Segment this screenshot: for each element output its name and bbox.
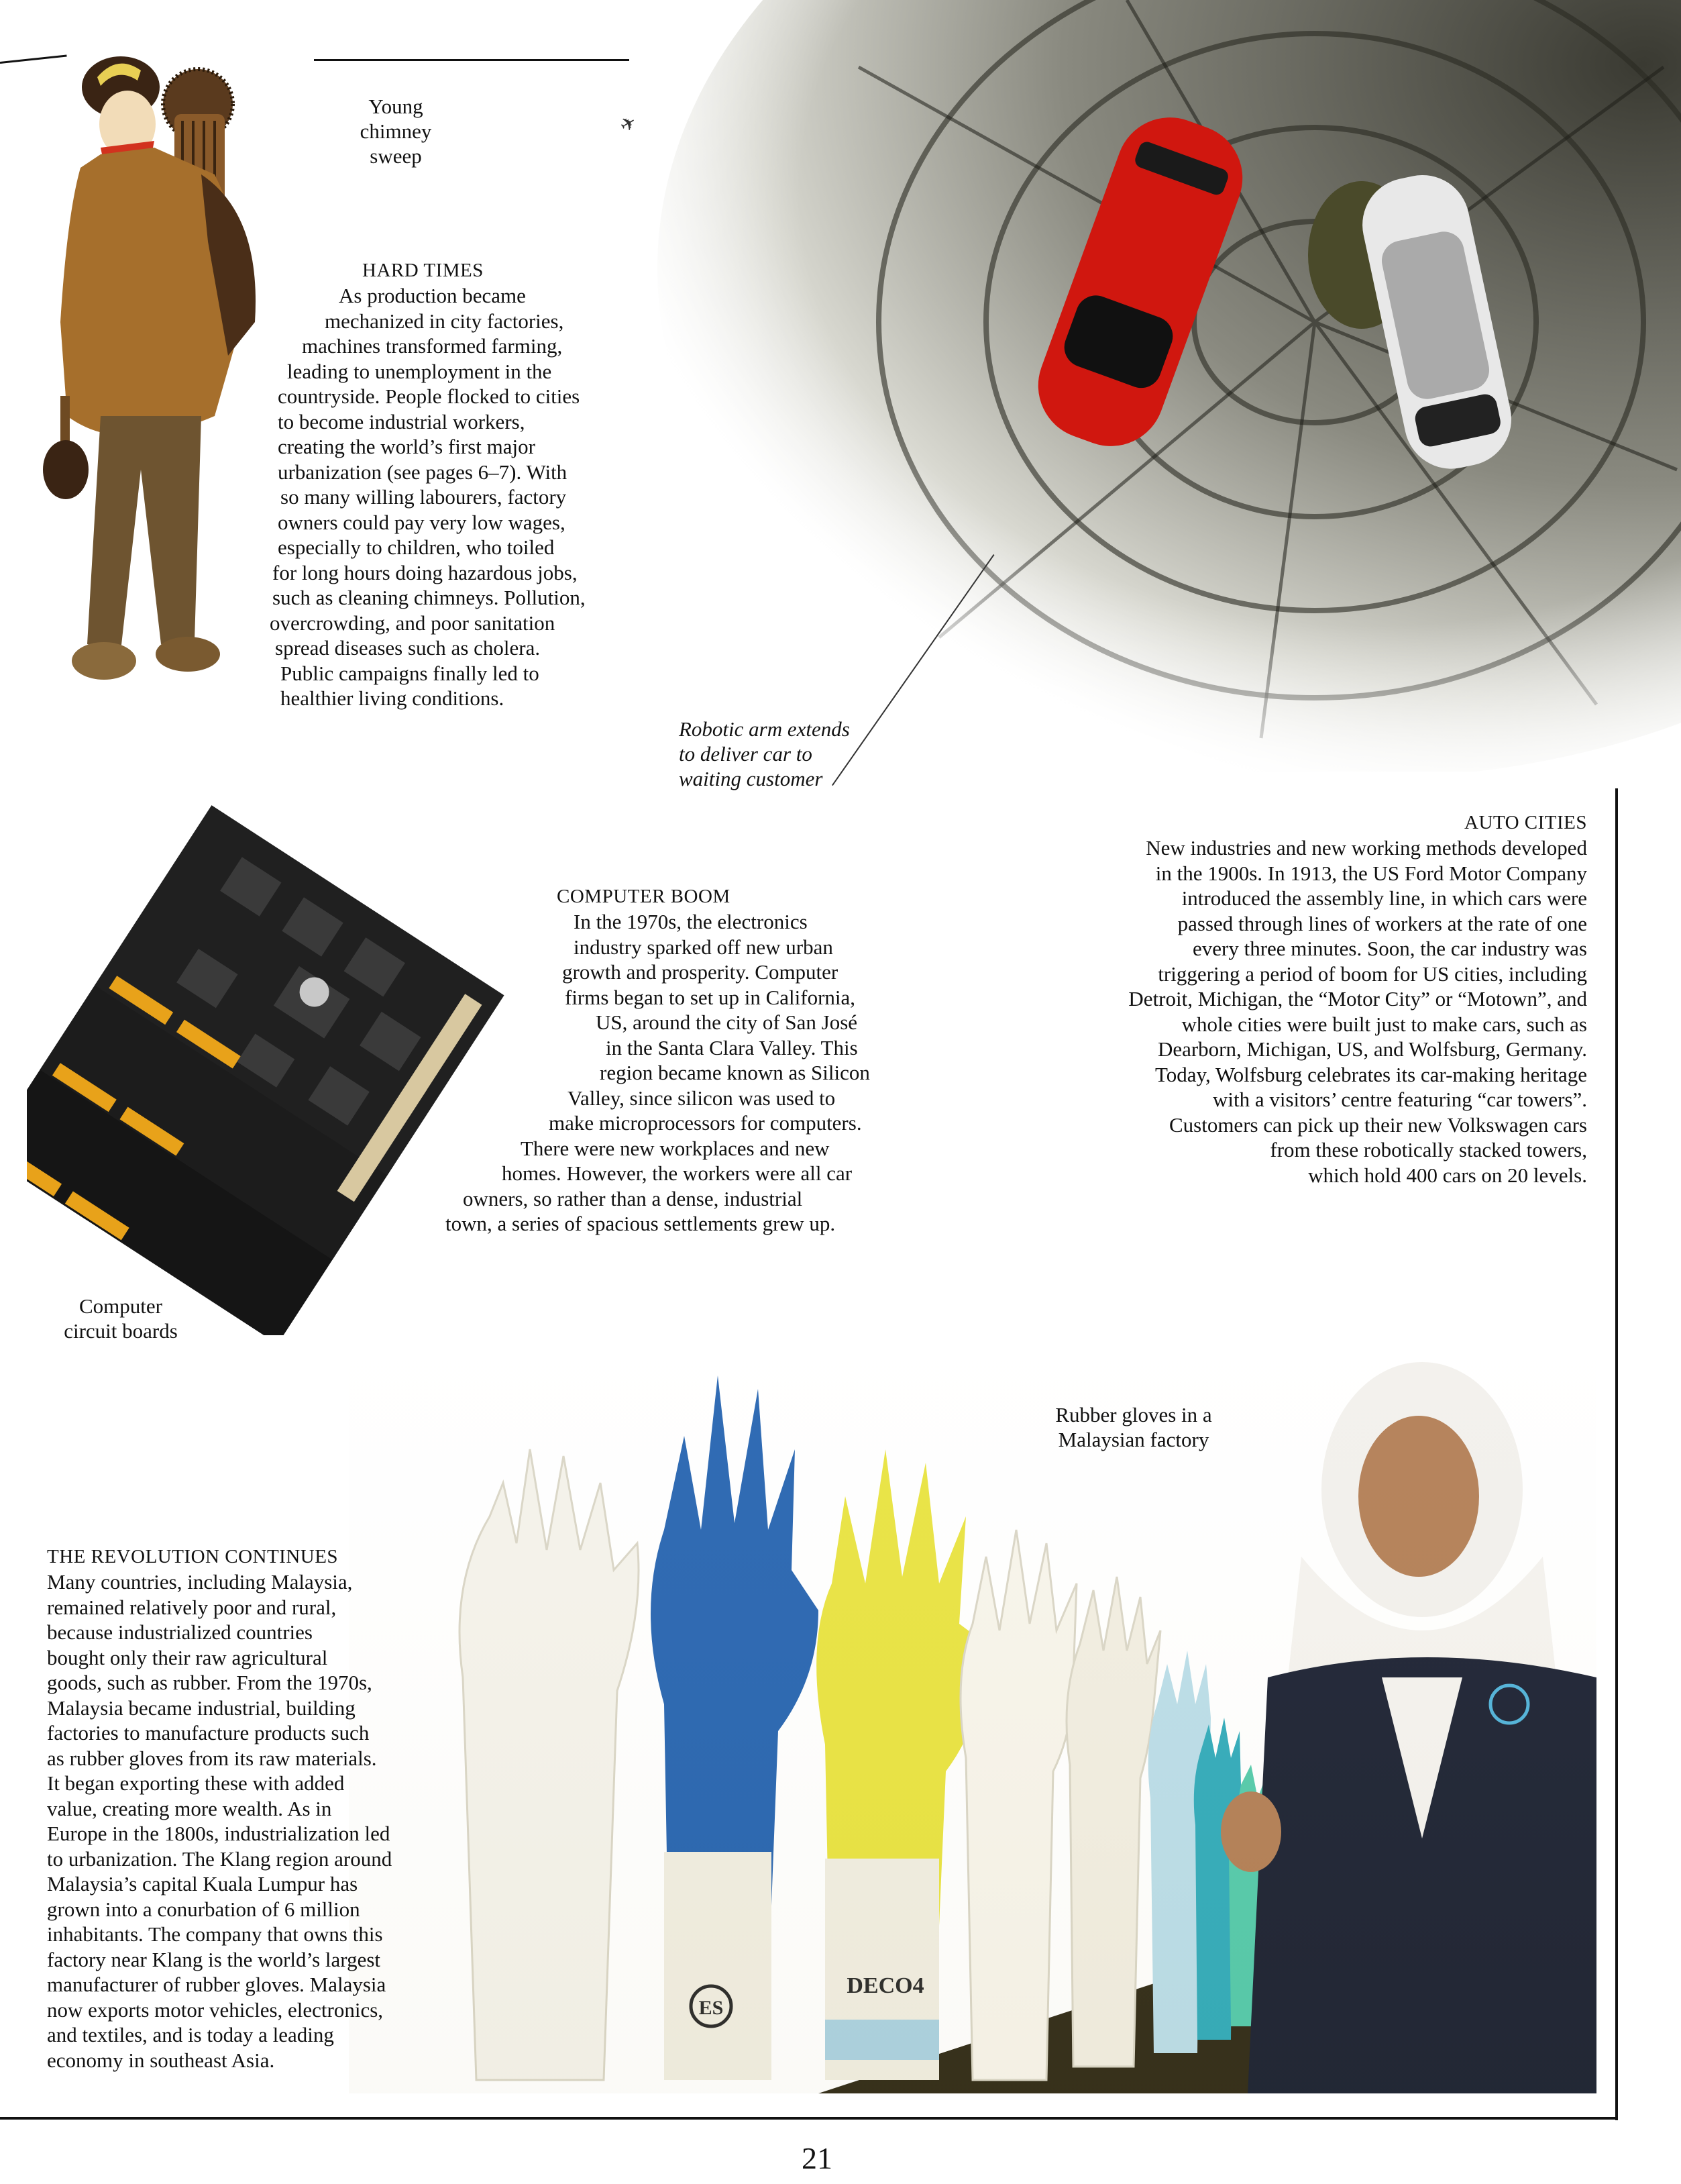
text-line: Malaysia’s capital Kuala Lumpur has — [47, 1872, 358, 1895]
text-line: in the Santa Clara Valley. This — [606, 1035, 858, 1059]
text-line: because industrialized countries — [47, 1620, 313, 1644]
text-line: so many willing labourers, factory — [280, 485, 567, 509]
text-line: and textiles, and is today a leading — [47, 2023, 334, 2046]
text-line: value, creating more wealth. As in — [47, 1796, 332, 1820]
caption-line: Rubber gloves in a — [1055, 1403, 1212, 1426]
rubber-gloves-photo — [349, 1329, 1596, 2093]
text-line: owners could pay very low wages, — [278, 510, 565, 534]
text-line: which hold 400 cars on 20 levels. — [1308, 1163, 1587, 1187]
text-line: factories to manufacture products such — [47, 1721, 370, 1745]
text-line: especially to children, who toiled — [278, 535, 555, 559]
text-line: growth and prosperity. Computer — [562, 960, 838, 984]
caption-line: circuit boards — [64, 1319, 178, 1343]
text-line: economy in southeast Asia. — [47, 2048, 275, 2072]
text-line: industry sparked off new urban — [574, 935, 833, 959]
text-line: bought only their raw agricultural — [47, 1645, 328, 1669]
text-line: Malaysia became industrial, building — [47, 1696, 356, 1720]
text-line: region became known as Silicon — [600, 1061, 870, 1084]
text-line: inhabitants. The company that owns this — [47, 1922, 383, 1946]
text-line: to become industrial workers, — [278, 409, 525, 433]
text-line: firms began to set up in California, — [565, 985, 856, 1009]
section-body — [268, 283, 644, 711]
text-line: creating the world’s first major — [278, 435, 535, 458]
text-line: mechanized in city factories, — [325, 309, 564, 333]
text-line: overcrowding, and poor sanitation — [270, 611, 555, 635]
text-line: Many countries, including Malaysia, — [47, 1570, 353, 1594]
caption-line: Malaysian factory — [1058, 1428, 1209, 1451]
text-line: As production became — [339, 284, 526, 307]
text-line: such as cleaning chimneys. Pollution, — [272, 586, 586, 609]
text-line: owners, so rather than a dense, industrial — [463, 1186, 803, 1210]
text-line: introduced the assembly line, in which cars were — [1181, 886, 1587, 910]
text-line: now exports motor vehicles, electronics, — [47, 1997, 384, 2022]
section-heading: COMPUTER BOOM — [557, 886, 730, 907]
bottom-frame-border — [0, 2117, 1618, 2120]
text-line: grown into a conurbation of 6 million — [47, 1897, 360, 1921]
text-line: passed through lines of workers at the rate of one — [1177, 911, 1587, 935]
text-line: Dearborn, Michigan, US, and Wolfsburg, Germany. — [1157, 1037, 1587, 1061]
text-line: There were new workplaces and new — [521, 1136, 830, 1160]
section-auto-cities — [1046, 811, 1587, 1188]
caption-line: chimney — [360, 119, 432, 143]
caption-line: waiting customer — [679, 767, 823, 790]
text-line: with a visitors’ centre featuring “car towers”. — [1212, 1088, 1587, 1111]
text-line: goods, such as rubber. From the 1970s, — [47, 1671, 372, 1694]
caption-line: to deliver car to — [679, 742, 812, 766]
chimney-sweep-caption — [349, 94, 443, 168]
section-computer-boom — [436, 884, 912, 1237]
deco-label: DECO4 — [847, 1973, 924, 1998]
text-line: in the 1900s. In 1913, the US Ford Motor Company — [1155, 861, 1587, 885]
text-line: leading to unemployment in the — [287, 359, 552, 383]
section-body — [47, 1569, 449, 2073]
section-body — [436, 909, 912, 1237]
text-line: whole cities were built just to make cars, such as — [1181, 1012, 1587, 1036]
text-line: homes. However, the workers were all car — [502, 1161, 853, 1185]
text-line: In the 1970s, the electronics — [574, 910, 808, 933]
car-tower-photo — [657, 0, 1681, 772]
text-line: town, a series of spacious settlements grew up. — [445, 1212, 836, 1235]
text-line: Europe in the 1800s, industrialization led — [47, 1822, 390, 1845]
caption-line: sweep — [370, 144, 422, 168]
text-line: triggering a period of boom for US cities, including — [1158, 961, 1587, 986]
text-line: for long hours doing hazardous jobs, — [272, 560, 578, 584]
right-frame-border — [1615, 788, 1618, 2120]
text-line: healthier living conditions. — [280, 686, 504, 710]
page-number: 21 — [802, 2141, 832, 2175]
section-heading: HARD TIMES — [362, 260, 484, 281]
text-line: from these robotically stacked towers, — [1270, 1138, 1587, 1161]
caption-line: Computer — [79, 1294, 162, 1318]
text-line: machines transformed farming, — [302, 334, 563, 358]
text-line: make microprocessors for computers. — [549, 1111, 862, 1135]
text-line: spread diseases such as cholera. — [275, 636, 541, 660]
text-line: Detroit, Michigan, the “Motor City” or “Motown”, and — [1128, 987, 1587, 1010]
text-line: every three minutes. Soon, the car industry was — [1193, 937, 1587, 960]
section-hard-times — [268, 258, 644, 711]
rubber-gloves-caption — [1036, 1402, 1231, 1452]
circuit-boards-caption — [47, 1294, 195, 1343]
section-body — [1046, 835, 1587, 1188]
caption-line: Robotic arm extends — [679, 717, 850, 741]
section-revolution-continues — [47, 1545, 449, 2073]
plane-mark-icon: ✈ — [616, 111, 641, 138]
text-line: remained relatively poor and rural, — [47, 1595, 337, 1619]
top-rule — [314, 59, 629, 61]
section-heading: THE REVOLUTION CONTINUES — [47, 1546, 339, 1567]
text-line: Customers can pick up their new Volkswagen cars — [1169, 1112, 1587, 1137]
text-line: to urbanization. The Klang region around — [47, 1847, 392, 1871]
es-logo-label: ES — [698, 1997, 724, 2019]
text-line: urbanization (see pages 6–7). With — [278, 460, 567, 484]
car-tower-caption — [679, 717, 850, 791]
text-line: manufacturer of rubber gloves. Malaysia — [47, 1973, 386, 1996]
section-heading: AUTO CITIES — [1464, 812, 1587, 833]
text-line: It began exporting these with added — [47, 1771, 345, 1795]
caption-line: Young — [368, 95, 423, 118]
text-line: Public campaigns finally led to — [280, 661, 539, 685]
text-line: as rubber gloves from its raw materials. — [47, 1746, 377, 1770]
text-line: countryside. People flocked to cities — [278, 384, 580, 408]
text-line: US, around the city of San José — [596, 1010, 858, 1034]
text-line: New industries and new working methods developed — [1146, 836, 1587, 860]
text-line: Today, Wolfsburg celebrates its car-making heritage — [1154, 1062, 1587, 1086]
text-line: factory near Klang is the world’s largest — [47, 1947, 380, 1971]
text-line: Valley, since silicon was used to — [567, 1086, 836, 1110]
